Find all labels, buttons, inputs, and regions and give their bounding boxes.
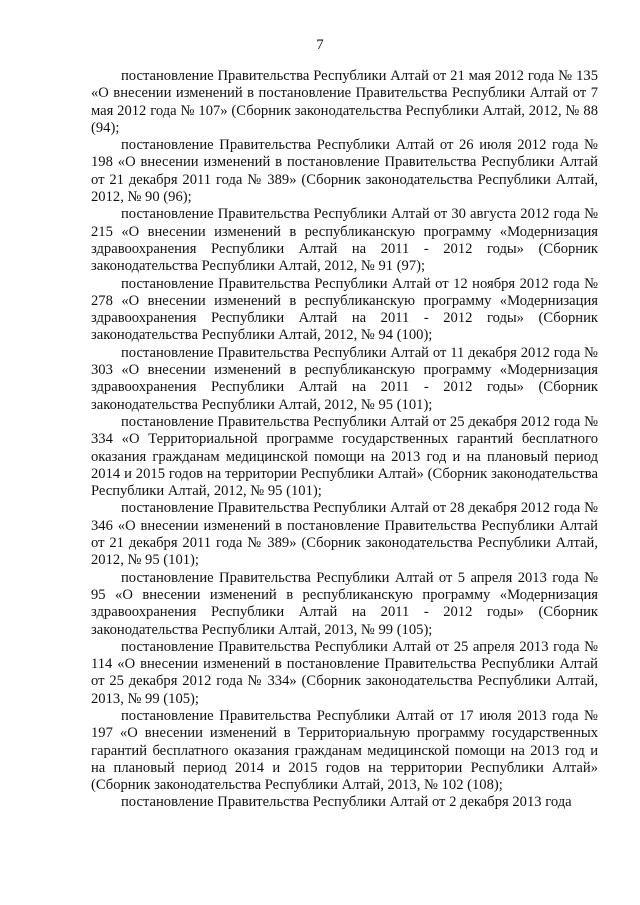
- paragraph-resolution-197: постановление Правительства Республики Алтай от 17 июля 2013 года № 197 «О внесении изменений в Территориальную программу государственных гарантий бесплатного оказания гражданам медицинской помощи на 2013 год и на плановый период 2014 и 2015 годов на территории Республики Алтай» (Сборник законодательства Республики Алтай, 2013, № 102 (108);: [91, 707, 598, 794]
- page-number: 7: [316, 37, 324, 53]
- paragraph-resolution-334: постановление Правительства Республики Алтай от 25 декабря 2012 года № 334 «О Территориальной программе государственных гарантий бесплатного оказания гражданам медицинской помощи на 2013 год и на плановый период 2014 и 2015 годов на территории Республики Алтай» (Сборник законодательства Республики Алтай, 2012, № 95 (101);: [91, 413, 598, 500]
- paragraph-resolution-198: постановление Правительства Республики Алтай от 26 июля 2012 года № 198 «О внесении изменений в постановление Правительства Республики Алтай от 21 декабря 2011 года № 389» (Сборник законодательства Республики Алтай, 2012, № 90 (96);: [91, 137, 598, 206]
- paragraph-resolution-346: постановление Правительства Республики Алтай от 28 декабря 2012 года № 346 «О внесении изменений в постановление Правительства Республики Алтай от 21 декабря 2011 года № 389» (Сборник законодательства Республики Алтай, 2012, № 95 (101);: [91, 500, 598, 569]
- paragraph-resolution-215: постановление Правительства Республики Алтай от 30 августа 2012 года № 215 «О внесении изменений в республиканскую программу «Модернизация здравоохранения Республики Алтай на 2011 - 2012 годы» (Сборник законодательства Республики Алтай, 2012, № 91 (97);: [91, 206, 598, 275]
- paragraph-resolution-95: постановление Правительства Республики Алтай от 5 апреля 2013 года № 95 «О внесении изменений в республиканскую программу «Модернизация здравоохранения Республики Алтай на 2011 - 2012 годы» (Сборник законодательства Республики Алтай, 2013, № 99 (105);: [91, 569, 598, 638]
- paragraph-resolution-135: постановление Правительства Республики Алтай от 21 мая 2012 года № 135 «О внесении изменений в постановление Правительства Республики Алтай от 7 мая 2012 года № 107» (Сборник законодательства Республики Алтай, 2012, № 88 (94);: [91, 68, 598, 136]
- paragraph-resolution-303: постановление Правительства Республики Алтай от 11 декабря 2012 года № 303 «О внесении изменений в республиканскую программу «Модернизация здравоохранения Республики Алтай на 2011 - 2012 годы» (Сборник законодательства Республики Алтай, 2012, № 95 (101);: [91, 344, 598, 413]
- paragraph-resolution-december-2013: постановление Правительства Республики Алтай от 2 декабря 2013 года: [121, 794, 572, 811]
- document-body: [91, 68, 598, 812]
- paragraph-resolution-114: постановление Правительства Республики Алтай от 25 апреля 2013 года № 114 «О внесении изменений в постановление Правительства Республики Алтай от 25 декабря 2012 года № 334» (Сборник законодательства Республики Алтай, 2013, № 99 (105);: [91, 638, 598, 707]
- paragraph-resolution-278: постановление Правительства Республики Алтай от 12 ноября 2012 года № 278 «О внесении изменений в республиканскую программу «Модернизация здравоохранения Республики Алтай на 2011 - 2012 годы» (Сборник законодательства Республики Алтай, 2012, № 94 (100);: [91, 275, 598, 344]
